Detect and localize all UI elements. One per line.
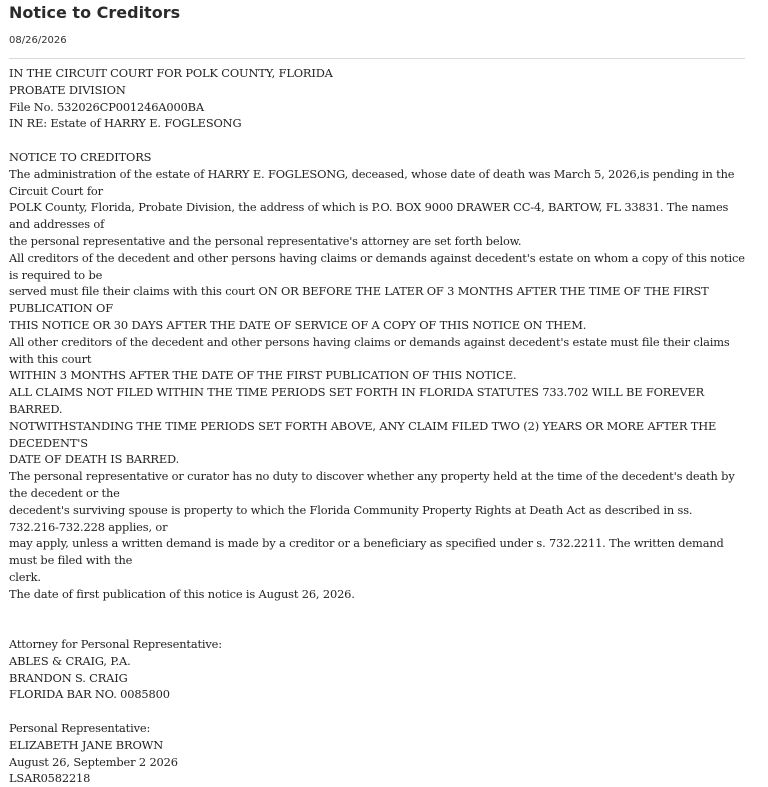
notice-line: the personal representative and the personal representative's attorney are set forth below. [9, 233, 522, 248]
notice-line: PROBATE DIVISION [9, 82, 126, 97]
notice-line: may apply, unless a written demand is made by a creditor or a beneficiary as specified under s. 732.2211. The written demand must be filed with the [9, 536, 724, 568]
notice-line: DATE OF DEATH IS BARRED. [9, 452, 180, 467]
notice-line: The administration of the estate of HARRY E. FOGLESONG, deceased, whose date of death was March 5, 2026,is pending in the Circuit Court for [9, 166, 735, 198]
notice-line: The personal representative or curator has no duty to discover whether any property held at the time of the decedent's death by the decedent or the [9, 469, 735, 500]
notice-line: All other creditors of the decedent and other persons having claims or demands against decedent's estate must file their claims with this court [9, 334, 730, 366]
divider [9, 58, 745, 59]
notice-line: August 26, September 2 2026 [9, 754, 178, 769]
notice-line: ELIZABETH JANE BROWN [9, 737, 164, 752]
notice-line: NOTICE TO CREDITORS [9, 149, 152, 164]
notice-line: NOTWITHSTANDING THE TIME PERIODS SET FORTH ABOVE, ANY CLAIM FILED TWO (2) YEARS OR MORE AFTER THE DECEDENT'S [9, 418, 717, 450]
notice-line: Personal Representative: [9, 721, 151, 736]
blank-line [9, 603, 745, 620]
notice-line: Attorney for Personal Representative: [9, 637, 222, 652]
notice-line: IN RE: Estate of HARRY E. FOGLESONG [9, 116, 242, 131]
notice-line: BRANDON S. CRAIG [9, 670, 128, 685]
notice-line: served must file their claims with this court ON OR BEFORE THE LATER OF 3 MONTHS AFTER THE TIME OF THE FIRST PUBLICATION OF [9, 284, 709, 316]
notice-body [9, 65, 745, 787]
blank-line [9, 132, 745, 149]
notice-line: WITHIN 3 MONTHS AFTER THE DATE OF THE FIRST PUBLICATION OF THIS NOTICE. [9, 368, 517, 383]
notice-line: LSAR0582218 [9, 771, 91, 786]
page-title: Notice to Creditors [9, 3, 181, 22]
notice-line: POLK County, Florida, Probate Division, the address of which is P.O. BOX 9000 DRAWER CC-4, BARTOW, FL 33831. The names and addresses of [9, 200, 729, 232]
notice-line: IN THE CIRCUIT COURT FOR POLK COUNTY, FLORIDA [9, 66, 333, 80]
blank-line [9, 619, 745, 636]
notice-line: FLORIDA BAR NO. 0085800 [9, 687, 170, 702]
notice-line: ALL CLAIMS NOT FILED WITHIN THE TIME PERIODS SET FORTH IN FLORIDA STATUTES 733.702 WILL BE FOREVER BARRED. [9, 385, 705, 416]
notice-article [9, 0, 745, 787]
publication-date: 08/26/2026 [9, 35, 67, 46]
notice-line: The date of first publication of this notice is August 26, 2026. [9, 586, 355, 601]
blank-line [9, 703, 745, 720]
notice-line: File No. 532026CP001246A000BA [9, 99, 204, 114]
notice-line: THIS NOTICE OR 30 DAYS AFTER THE DATE OF SERVICE OF A COPY OF THIS NOTICE ON THEM. [9, 317, 587, 332]
notice-line: All creditors of the decedent and other persons having claims or demands against decedent's estate on whom a copy of this notice is required to be [9, 250, 745, 282]
notice-line: ABLES & CRAIG, P.A. [9, 653, 131, 668]
notice-line: clerk. [9, 569, 41, 584]
notice-line: decedent's surviving spouse is property to which the Florida Community Property Rights at Death Act as described in ss. 732.216-732.228 applies, or [9, 502, 693, 534]
